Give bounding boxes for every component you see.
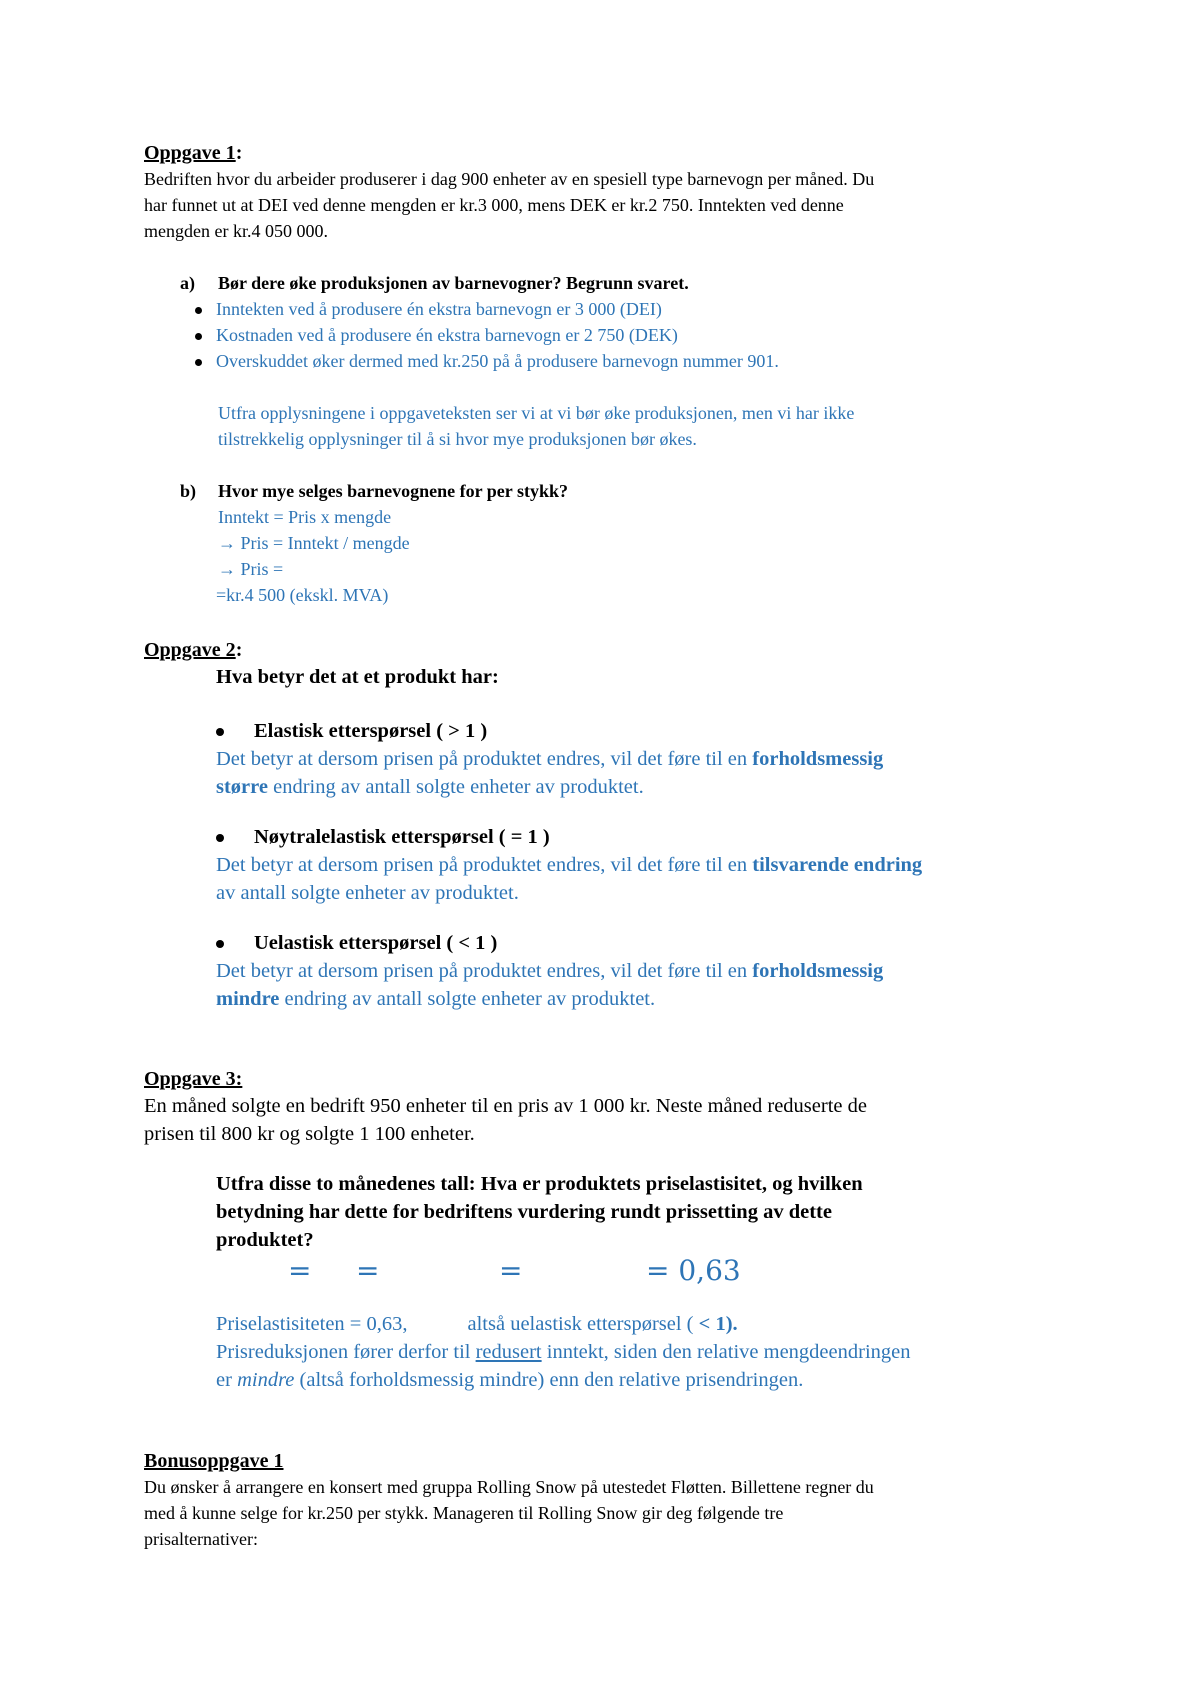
equation — [144, 1254, 1064, 1294]
task1-conclusion: tilstrekkelig opplysninger til å si hvor mye produksjonen bør økes. — [218, 429, 697, 449]
bonus-section — [144, 1448, 1064, 1552]
task3-intro-line: En måned solgte en bedrift 950 enheter til en pris av 1 000 kr. Neste måned reduserte de — [144, 1095, 867, 1117]
task3-answer: er mindre (altså forholdsmessig mindre) enn den relative prisendringen. — [216, 1369, 804, 1391]
task2-question: Hva betyr det at et produkt har: — [216, 666, 499, 688]
list-item: Inntekten ved å produsere én ekstra barnevogn er 3 000 (DEI) — [144, 296, 1064, 322]
bonus-heading: Bonusoppgave 1 — [144, 1450, 284, 1472]
task2-heading: Oppgave 2: — [144, 639, 243, 661]
item-desc: mindre endring av antall solgte enheter av produktet. — [216, 988, 656, 1010]
task3-question: produktet? — [216, 1229, 314, 1251]
task1-heading: Oppgave 1: — [144, 142, 243, 164]
task1-question-b: b) Hvor mye selges barnevognene for per stykk? — [180, 481, 568, 501]
bullet-icon — [216, 940, 224, 948]
bonus-text-line: Du ønsker å arrangere en konsert med gruppa Rolling Snow på utestedet Fløtten. Billettene regner du — [144, 1477, 874, 1497]
arrow-icon: → — [218, 533, 236, 553]
bullet-icon — [195, 307, 202, 314]
eq-sign: = — [356, 1254, 380, 1287]
eq-result: = 0,63 — [646, 1254, 741, 1287]
task3-intro-line: prisen til 800 kr og solgte 1 100 enheter. — [144, 1123, 475, 1145]
list-item: Elastisk etterspørsel ( > 1 ) — [144, 717, 1064, 745]
bullet-icon — [216, 834, 224, 842]
task1-intro-line: Bedriften hvor du arbeider produserer i dag 900 enheter av en spesiell type barnevogn per måned. Du — [144, 169, 875, 189]
task1-intro-line: mengden er kr.4 050 000. — [144, 221, 328, 241]
bullet-icon — [195, 359, 202, 366]
item-desc: Det betyr at dersom prisen på produktet endres, vil det føre til en forholdsmessig — [216, 960, 884, 982]
formula-line: → Pris = — [218, 559, 284, 579]
task1-intro-line: har funnet ut at DEI ved denne mengden er kr.3 000, mens DEK er kr.2 750. Inntekten ved denne — [144, 195, 844, 215]
task3-question: betydning har dette for bedriftens vurdering rundt prissetting av dette — [216, 1201, 832, 1223]
formula-result: =kr.4 500 (ekskl. MVA) — [216, 585, 389, 605]
bonus-text-line: prisalternativer: — [144, 1529, 258, 1549]
formula-line: → Pris = Inntekt / mengde — [218, 533, 410, 553]
list-item: Nøytralelastisk etterspørsel ( = 1 ) — [144, 823, 1064, 851]
arrow-icon: → — [218, 559, 236, 579]
bullet-icon — [195, 333, 202, 340]
item-desc: Det betyr at dersom prisen på produktet endres, vil det føre til en forholdsmessig — [216, 748, 884, 770]
task3-answer: Priselastisiteten = 0,63, altså uelastisk etterspørsel ( < 1). — [216, 1313, 738, 1335]
list-item: Overskuddet øker dermed med kr.250 på å produsere barnevogn nummer 901. — [144, 348, 1064, 374]
item-desc: Det betyr at dersom prisen på produktet endres, vil det føre til en tilsvarende endring — [216, 854, 923, 876]
task3-heading: Oppgave 3: — [144, 1068, 243, 1090]
bonus-text-line: med å kunne selge for kr.250 per stykk. Manageren til Rolling Snow gir deg følgende tre — [144, 1503, 784, 1523]
eq-sign: = — [499, 1254, 523, 1287]
eq-sign: = — [288, 1254, 312, 1287]
task3-section — [144, 1066, 1064, 1394]
task1-question-a: a) Bør dere øke produksjonen av barnevogner? Begrunn svaret. — [180, 273, 689, 293]
item-desc: større endring av antall solgte enheter av produktet. — [216, 776, 644, 798]
list-item: Uelastisk etterspørsel ( < 1 ) — [144, 929, 1064, 957]
task1-conclusion: Utfra opplysningene i oppgaveteksten ser vi at vi bør øke produksjonen, men vi har ikke — [218, 403, 855, 423]
task3-question: Utfra disse to månedenes tall: Hva er produktets priselastisitet, og hvilken — [216, 1173, 863, 1195]
item-desc: av antall solgte enheter av produktet. — [216, 882, 519, 904]
task2-section — [144, 637, 1064, 1013]
formula-line: Inntekt = Pris x mengde — [218, 507, 392, 527]
list-item: Kostnaden ved å produsere én ekstra barnevogn er 2 750 (DEK) — [144, 322, 1064, 348]
task3-answer: Prisreduksjonen fører derfor til redusert inntekt, siden den relative mengdeendringen — [216, 1341, 911, 1363]
task1-section — [144, 140, 1064, 608]
bullet-icon — [216, 728, 224, 736]
